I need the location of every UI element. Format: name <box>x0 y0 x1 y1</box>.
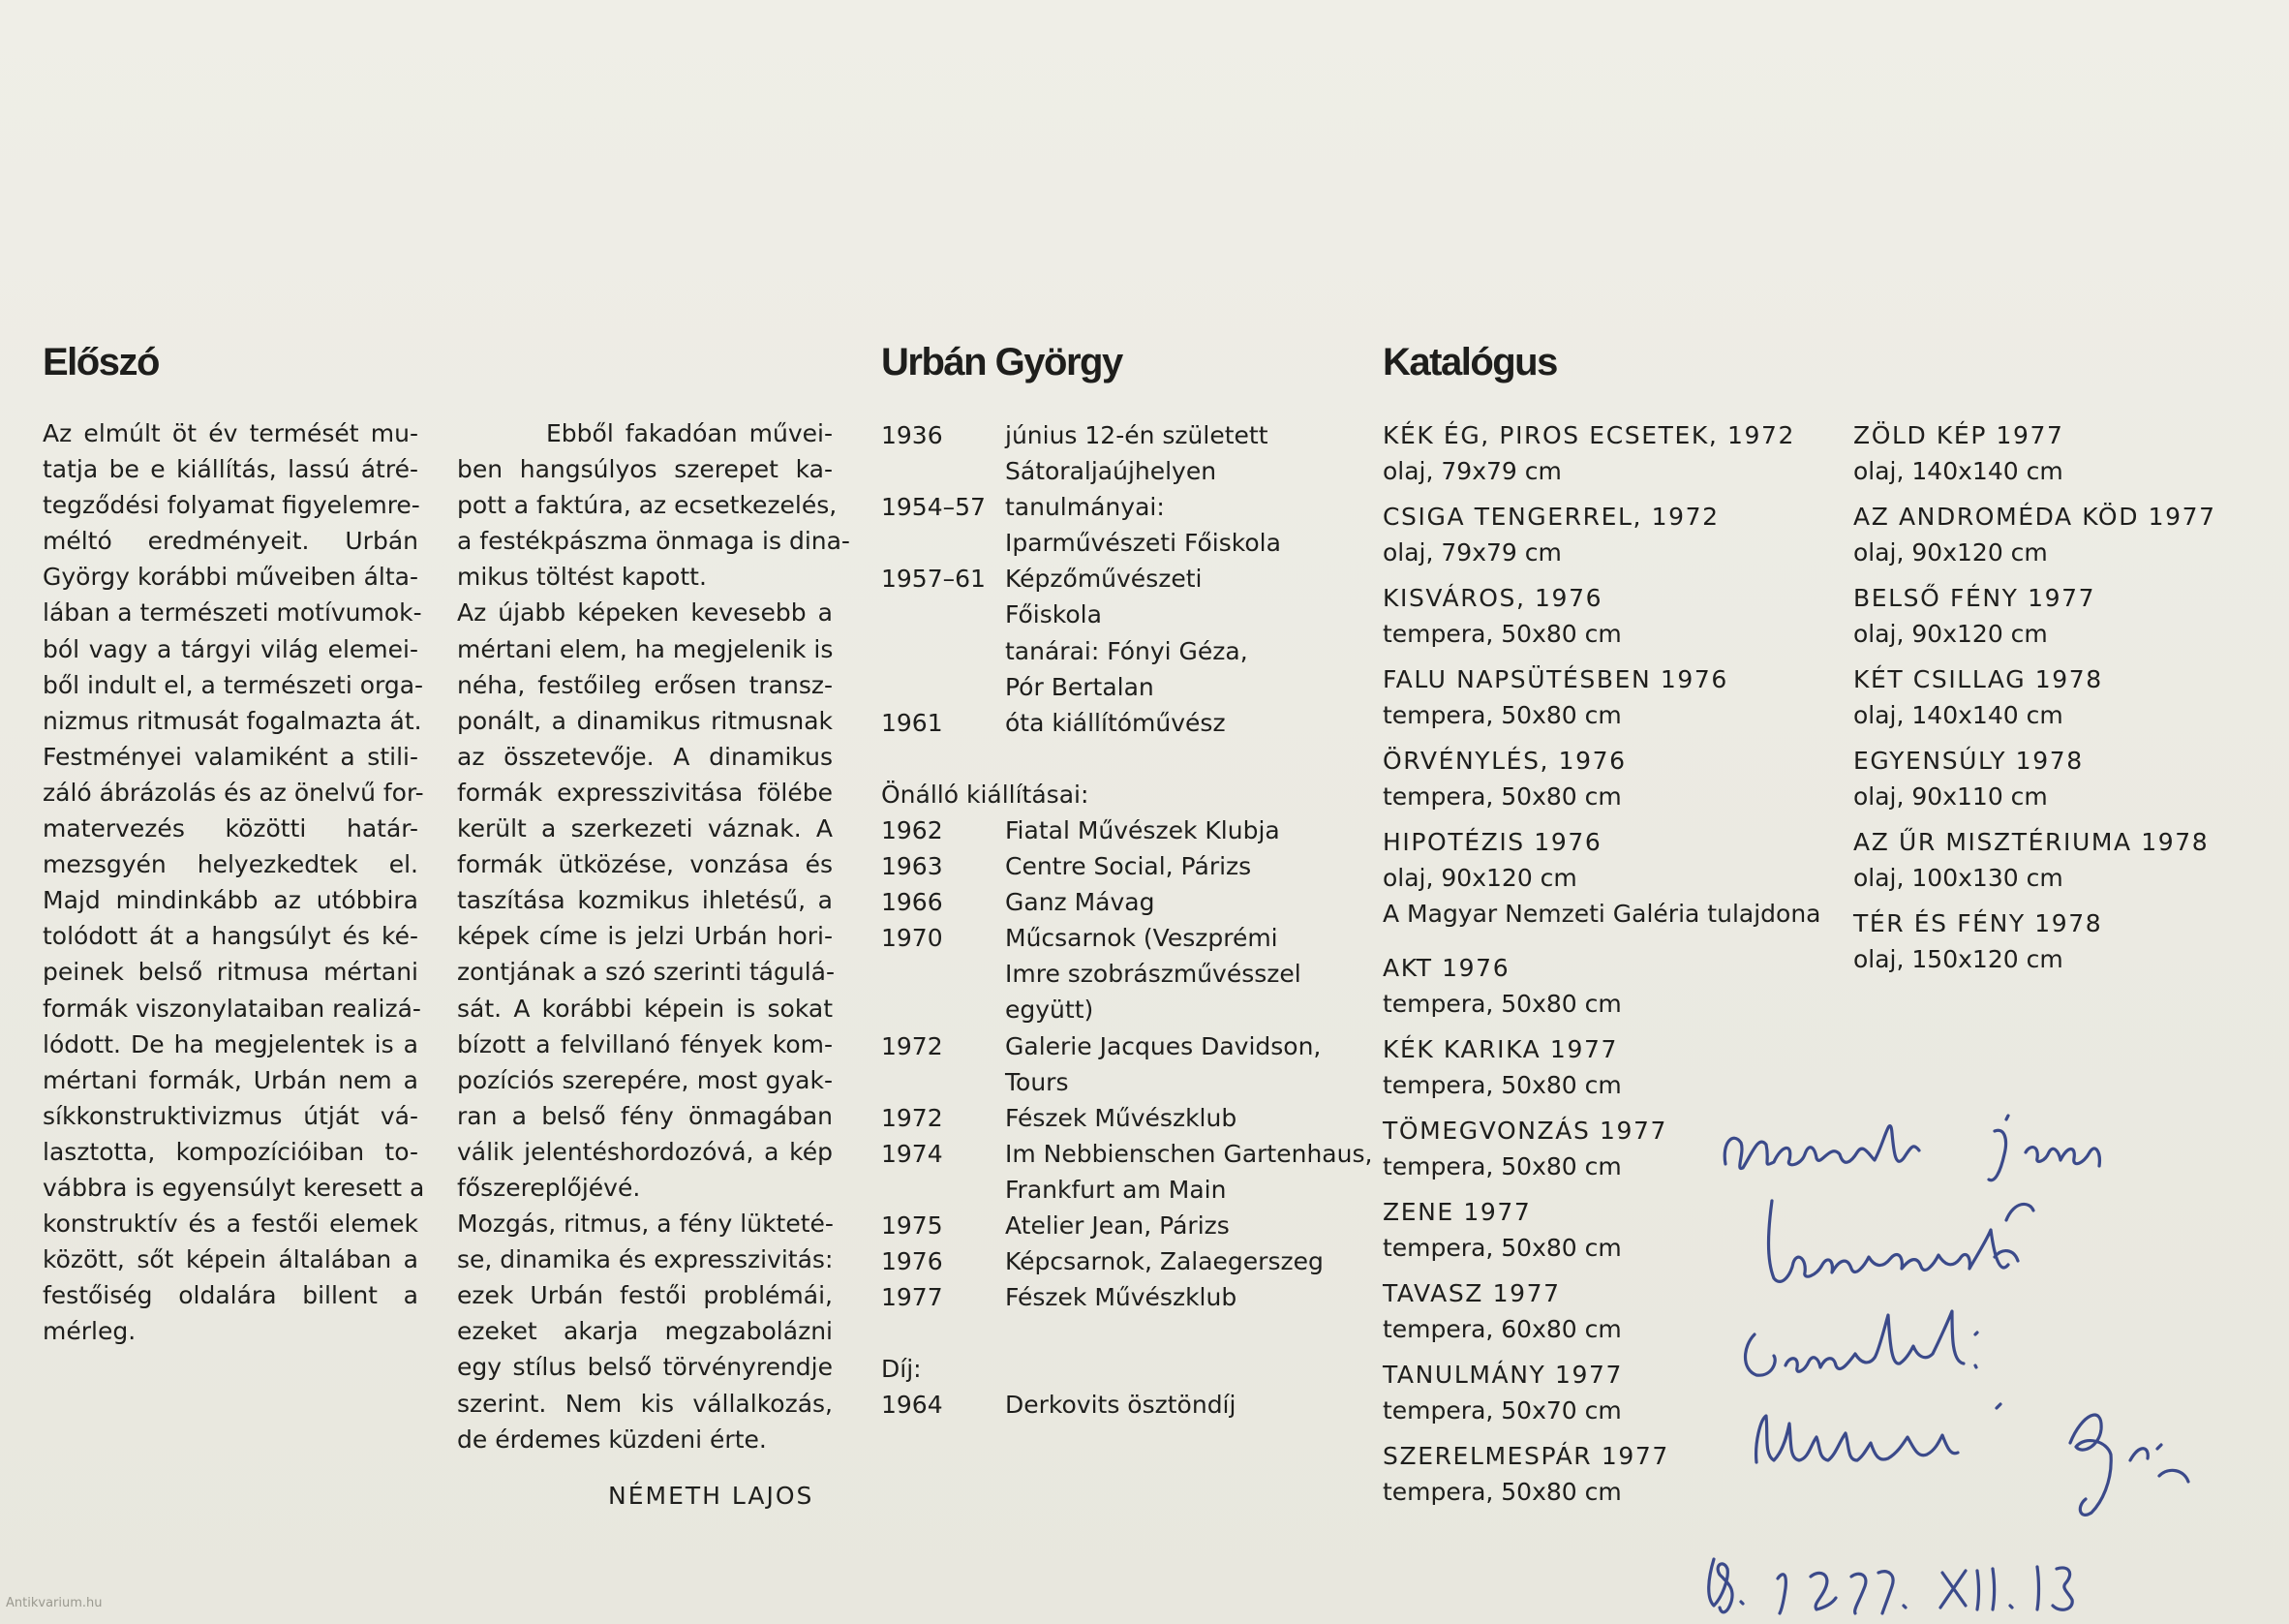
foreword-line: Ebből fakadóan művei- <box>546 419 833 447</box>
bio-row <box>881 1279 1372 1315</box>
catalog-item-title: EGYENSÚLY 1978 <box>1853 747 2084 775</box>
foreword-line: matervezés közötti határ- <box>43 814 418 843</box>
bio-row <box>881 525 1372 561</box>
catalog-item-title: ZENE 1977 <box>1383 1198 1532 1226</box>
bio-text: Fészek Művészklub <box>1005 1103 1237 1132</box>
bio-row <box>881 489 1372 525</box>
award-text: Derkovits ösztöndíj <box>1005 1391 1236 1420</box>
foreword-line: záló ábrázolás és az önelvű for- <box>43 778 424 807</box>
bio-text: óta kiállítóművész <box>1005 708 1226 737</box>
catalog-item-detail: olaj, 90x110 cm <box>1853 782 2048 811</box>
bio-row <box>881 812 1372 848</box>
bio-text: Pór Bertalan <box>1005 672 1154 701</box>
foreword-line: nizmus ritmusát fogalmazta át. <box>43 706 422 735</box>
foreword-line: mezsgyén helyezkedtek el. <box>43 850 418 879</box>
catalog-item-detail: tempera, 50x80 cm <box>1383 701 1622 729</box>
bio-text: Galerie Jacques Davidson, <box>1005 1031 1322 1060</box>
bio-row <box>881 1028 1372 1064</box>
catalog-item-title: HIPOTÉZIS 1976 <box>1383 828 1602 856</box>
award-label: Díj: <box>881 1355 922 1384</box>
bio-year: 1977 <box>881 1283 943 1312</box>
bio-text: Iparművészeti Főiskola <box>1005 529 1281 558</box>
catalog-item-detail: tempera, 50x70 cm <box>1383 1396 1622 1425</box>
bio-year <box>881 453 1005 489</box>
catalog-item-detail: tempera, 50x80 cm <box>1383 1478 1622 1506</box>
bio-year: 1970 <box>881 924 943 953</box>
bio-year: 1972 <box>881 1103 943 1132</box>
catalog-item-title: KISVÁROS, 1976 <box>1383 584 1603 612</box>
bio-row <box>881 1100 1372 1136</box>
bio-row <box>881 633 1372 669</box>
foreword-line: került a szerkezeti váznak. A <box>457 814 833 843</box>
catalog-item-detail: tempera, 60x80 cm <box>1383 1315 1622 1343</box>
bio-year: 1957–61 <box>881 565 986 594</box>
catalog-item-detail: tempera, 50x80 cm <box>1383 782 1622 811</box>
bio-text: Sátoraljaújhelyen <box>1005 457 1217 486</box>
bio-text: Imre szobrászművésszel <box>1005 960 1301 989</box>
catalog-item-detail: tempera, 50x80 cm <box>1383 1234 1622 1262</box>
catalog-item-detail: tempera, 50x80 cm <box>1383 620 1622 648</box>
catalog-item <box>1383 499 1820 570</box>
catalog-item-detail: tempera, 50x80 cm <box>1383 1152 1622 1180</box>
foreword-line: mértani formák, Urbán nem a <box>43 1065 418 1094</box>
catalog-item-title: ZÖLD KÉP 1977 <box>1853 421 2064 449</box>
dedication-stroke-1 <box>1724 1126 1919 1169</box>
bio-text: Képcsarnok, Zalaegerszeg <box>1005 1247 1324 1276</box>
foreword-line: Mozgás, ritmus, a fény lükteté- <box>457 1210 834 1239</box>
bio-year <box>881 633 1005 669</box>
dedication-stroke-2 <box>1989 1116 2099 1180</box>
catalog-item-title: TAVASZ 1977 <box>1383 1279 1561 1307</box>
foreword-line: Festményei valamiként a stili- <box>43 742 418 771</box>
bio-text: Képzőművészeti <box>1005 565 1203 594</box>
foreword-line: tatja be e kiállítás, lassú átré- <box>43 455 418 484</box>
catalog-item-title: AZ ANDROMÉDA KÖD 1977 <box>1853 503 2216 531</box>
bio-year <box>881 597 1005 632</box>
catalog-item-detail: olaj, 79x79 cm <box>1383 538 1562 567</box>
foreword-line: de érdemes küzdeni érte. <box>457 1425 767 1454</box>
catalog-item <box>1853 499 2216 570</box>
catalog-item-detail: olaj, 90x120 cm <box>1383 864 1577 892</box>
foreword-line: zontjának a szó szerinti tágulá- <box>457 958 835 987</box>
catalog-item <box>1853 580 2216 652</box>
bio-row <box>881 848 1372 884</box>
bio-year: 1954–57 <box>881 493 986 522</box>
bio-text: Centre Social, Párizs <box>1005 852 1252 881</box>
foreword-line: bízott a felvillanó fények kom- <box>457 1029 833 1058</box>
foreword-line: pozíciós szerepére, most gyak- <box>457 1065 833 1094</box>
foreword-line: Az újabb képeken kevesebb a <box>457 598 833 628</box>
foreword-column-2 <box>457 415 850 1457</box>
dedication-stroke-7 <box>1709 1559 2072 1613</box>
catalog-item-title: AKT 1976 <box>1383 954 1511 982</box>
watermark: Antikvarium.hu <box>6 1596 103 1610</box>
bio-text: együtt) <box>1005 996 1094 1025</box>
bio-row <box>881 453 1372 489</box>
bio-year: 1974 <box>881 1139 943 1168</box>
foreword-line: méltó eredményeit. Urbán <box>43 527 418 556</box>
bio-spacer <box>881 1315 1372 1351</box>
foreword-line: taszítása kozmikus ihletésű, a <box>457 886 833 915</box>
foreword-line: ben hangsúlyos szerepet ka- <box>457 455 833 484</box>
foreword-line: a festékpászma önmaga is dina- <box>457 527 850 556</box>
catalog-item-title: KÉK ÉG, PIROS ECSETEK, 1972 <box>1383 421 1796 449</box>
bio-year: 1975 <box>881 1210 943 1240</box>
bio-row <box>881 1064 1372 1100</box>
foreword-line: se, dinamika és expresszivitás: <box>457 1245 834 1274</box>
foreword-line: ponált, a dinamikus ritmusnak <box>457 706 833 735</box>
foreword-line: pott a faktúra, az ecsetkezelés, <box>457 491 838 520</box>
foreword-line: tegződési folyamat figyelemre- <box>43 491 420 520</box>
foreword-line: között, sőt képein általában a <box>43 1245 418 1274</box>
bio-year <box>881 992 1005 1027</box>
foreword-line: Majd mindinkább az utóbbira <box>43 886 418 915</box>
catalog-item-owner: A Magyar Nemzeti Galéria tulajdona <box>1383 900 1821 928</box>
catalog-column-2 <box>1853 417 2216 987</box>
foreword-line: mértani elem, ha megjelenik is <box>457 634 834 663</box>
bio-row <box>881 669 1372 705</box>
bio-row <box>881 956 1372 992</box>
foreword-line: festőiség oldalára billent a <box>43 1281 418 1310</box>
bio-year: 1966 <box>881 888 943 917</box>
dedication-stroke-6 <box>2070 1415 2188 1515</box>
bio-row <box>881 1208 1372 1243</box>
bio-row <box>881 992 1372 1027</box>
bio-row <box>881 1136 1372 1172</box>
foreword-line: mikus töltést kapott. <box>457 563 707 592</box>
catalog-item-title: KÉT CSILLAG 1978 <box>1853 665 2103 693</box>
bio-year: 1963 <box>881 852 943 881</box>
foreword-line: síkkonstruktivizmus útját vá- <box>43 1101 418 1130</box>
foreword-line: néha, festőileg erősen transz- <box>457 670 833 699</box>
foreword-column-1 <box>43 415 425 1349</box>
award-row <box>881 1387 1372 1423</box>
bio-text: Ganz Mávag <box>1005 888 1155 917</box>
foreword-line: lódott. De ha megjelentek is a <box>43 1029 418 1058</box>
catalog-item-detail: olaj, 79x79 cm <box>1383 457 1562 485</box>
bio-text: június 12-én született <box>1005 421 1268 449</box>
bio-year: 1961 <box>881 708 943 737</box>
foreword-line: ran a belső fény önmagában <box>457 1101 833 1130</box>
catalog-item-title: TANULMÁNY 1977 <box>1383 1361 1623 1389</box>
catalog-item-detail: olaj, 140x140 cm <box>1853 457 2063 485</box>
catalog-item-title: SZERELMESPÁR 1977 <box>1383 1442 1669 1470</box>
foreword-line: képek címe is jelzi Urbán hori- <box>457 922 833 951</box>
catalog-item <box>1853 661 2216 733</box>
bio-row <box>881 561 1372 597</box>
bio-row <box>881 1243 1372 1279</box>
bio-year <box>881 525 1005 561</box>
bio-text: Tours <box>1005 1067 1069 1096</box>
foreword-line: formák expresszivitása fölébe <box>457 778 833 807</box>
foreword-line: Az elmúlt öt év termését mu- <box>43 419 418 447</box>
bio-year <box>881 1172 1005 1208</box>
bio-row <box>881 884 1372 920</box>
catalog-item <box>1383 580 1820 652</box>
catalog-item-detail: tempera, 50x80 cm <box>1383 990 1622 1018</box>
catalog-item-title: KÉK KARIKA 1977 <box>1383 1035 1618 1063</box>
bio-row <box>881 1172 1372 1208</box>
bio-row <box>881 920 1372 956</box>
bio-text: Fészek Művészklub <box>1005 1283 1237 1312</box>
catalog-item <box>1853 417 2216 489</box>
foreword-line: szerint. Nem kis vállalkozás, <box>457 1389 833 1418</box>
bio-row <box>881 417 1372 453</box>
foreword-line: ből indult el, a természeti orga- <box>43 670 424 699</box>
bio-text: Főiskola <box>1005 600 1102 629</box>
foreword-line: peinek belső ritmusa mértani <box>43 958 418 987</box>
dedication-stroke-4 <box>1746 1311 1978 1375</box>
foreword-line: főszereplőjévé. <box>457 1173 641 1202</box>
bio-year: 1962 <box>881 815 943 844</box>
catalog-item <box>1383 743 1820 814</box>
bio-row <box>881 705 1372 741</box>
catalog-item-detail: olaj, 100x130 cm <box>1853 864 2063 892</box>
foreword-author: NÉMETH LAJOS <box>608 1482 814 1510</box>
bio-text: Frankfurt am Main <box>1005 1175 1227 1204</box>
foreword-line: egy stílus belső törvényrendje <box>457 1353 833 1382</box>
bio-text: Fiatal Művészek Klubja <box>1005 815 1280 844</box>
foreword-line: ezek Urbán festői problémái, <box>457 1281 833 1310</box>
catalog-item-detail: olaj, 140x140 cm <box>1853 701 2063 729</box>
bio-section <box>881 417 1372 1423</box>
catalog-item-title: FALU NAPSÜTÉSBEN 1976 <box>1383 665 1728 693</box>
bio-year <box>881 1064 1005 1100</box>
handwritten-dedication <box>1685 1075 2266 1617</box>
bio-year <box>881 669 1005 705</box>
catalog-item-title: CSIGA TENGERREL, 1972 <box>1383 503 1720 531</box>
catalog-item-title: TÉR ÉS FÉNY 1978 <box>1853 909 2103 937</box>
bio-year: 1972 <box>881 1031 943 1060</box>
catalog-title: Katalógus <box>1383 341 1557 383</box>
foreword-title: Előszó <box>43 341 159 383</box>
catalog-item-title: BELSŐ FÉNY 1977 <box>1853 584 2096 612</box>
bio-text: Műcsarnok (Veszprémi <box>1005 924 1278 953</box>
foreword-line: mérleg. <box>43 1317 137 1346</box>
catalog-item <box>1853 905 2216 977</box>
foreword-line: György korábbi műveiben álta- <box>43 563 418 592</box>
bio-spacer <box>881 741 1372 777</box>
catalog-item <box>1853 743 2216 814</box>
foreword-line: lában a természeti motívumok- <box>43 598 422 628</box>
catalog-item <box>1853 824 2216 896</box>
foreword-line: ezeket akarja megzabolázni <box>457 1317 833 1346</box>
foreword-line: az összetevője. A dinamikus <box>457 742 833 771</box>
bio-title: Urbán György <box>881 341 1122 383</box>
catalog-item <box>1383 950 1820 1022</box>
foreword-line: ból vagy a tárgyi világ elemei- <box>43 634 418 663</box>
bio-row <box>881 597 1372 632</box>
foreword-line: formák ütközése, vonzása és <box>457 850 833 879</box>
catalog-item <box>1383 661 1820 733</box>
catalog-item-title: TÖMEGVONZÁS 1977 <box>1383 1117 1667 1145</box>
bio-year: 1936 <box>881 421 943 449</box>
foreword-line: vábbra is egyensúlyt keresett a <box>43 1173 425 1202</box>
exhibitions-label: Önálló kiállításai: <box>881 780 1089 809</box>
bio-text: Atelier Jean, Párizs <box>1005 1210 1230 1240</box>
bio-year <box>881 956 1005 992</box>
bio-year: 1976 <box>881 1247 943 1276</box>
catalog-item <box>1383 824 1820 932</box>
foreword-line: válik jelentéshordozóvá, a kép <box>457 1137 833 1166</box>
foreword-line: sát. A korábbi képein is sokat <box>457 994 833 1023</box>
catalog-item-detail: tempera, 50x80 cm <box>1383 1071 1622 1099</box>
bio-text: tanulmányai: <box>1005 493 1165 522</box>
dedication-stroke-3 <box>1769 1201 2034 1281</box>
bio-text: tanárai: Fónyi Géza, <box>1005 636 1248 665</box>
catalog-item <box>1383 417 1820 489</box>
foreword-line: lasztotta, kompozícióiban to- <box>43 1137 418 1166</box>
catalog-item-title: AZ ŰR MISZTÉRIUMA 1978 <box>1853 828 2210 856</box>
catalog-item-detail: olaj, 90x120 cm <box>1853 538 2048 567</box>
catalog-item-detail: olaj, 90x120 cm <box>1853 620 2048 648</box>
award-year: 1964 <box>881 1391 943 1420</box>
catalog-item-detail: olaj, 150x120 cm <box>1853 945 2063 973</box>
dedication-stroke-5 <box>1756 1404 2000 1462</box>
foreword-line: tolódott át a hangsúlyt és ké- <box>43 922 418 951</box>
bio-text: Im Nebbienschen Gartenhaus, <box>1005 1139 1373 1168</box>
catalog-item-title: ÖRVÉNYLÉS, 1976 <box>1383 747 1627 775</box>
foreword-line: formák viszonylataiban realizá- <box>43 994 421 1023</box>
foreword-line: konstruktív és a festői elemek <box>43 1210 418 1239</box>
